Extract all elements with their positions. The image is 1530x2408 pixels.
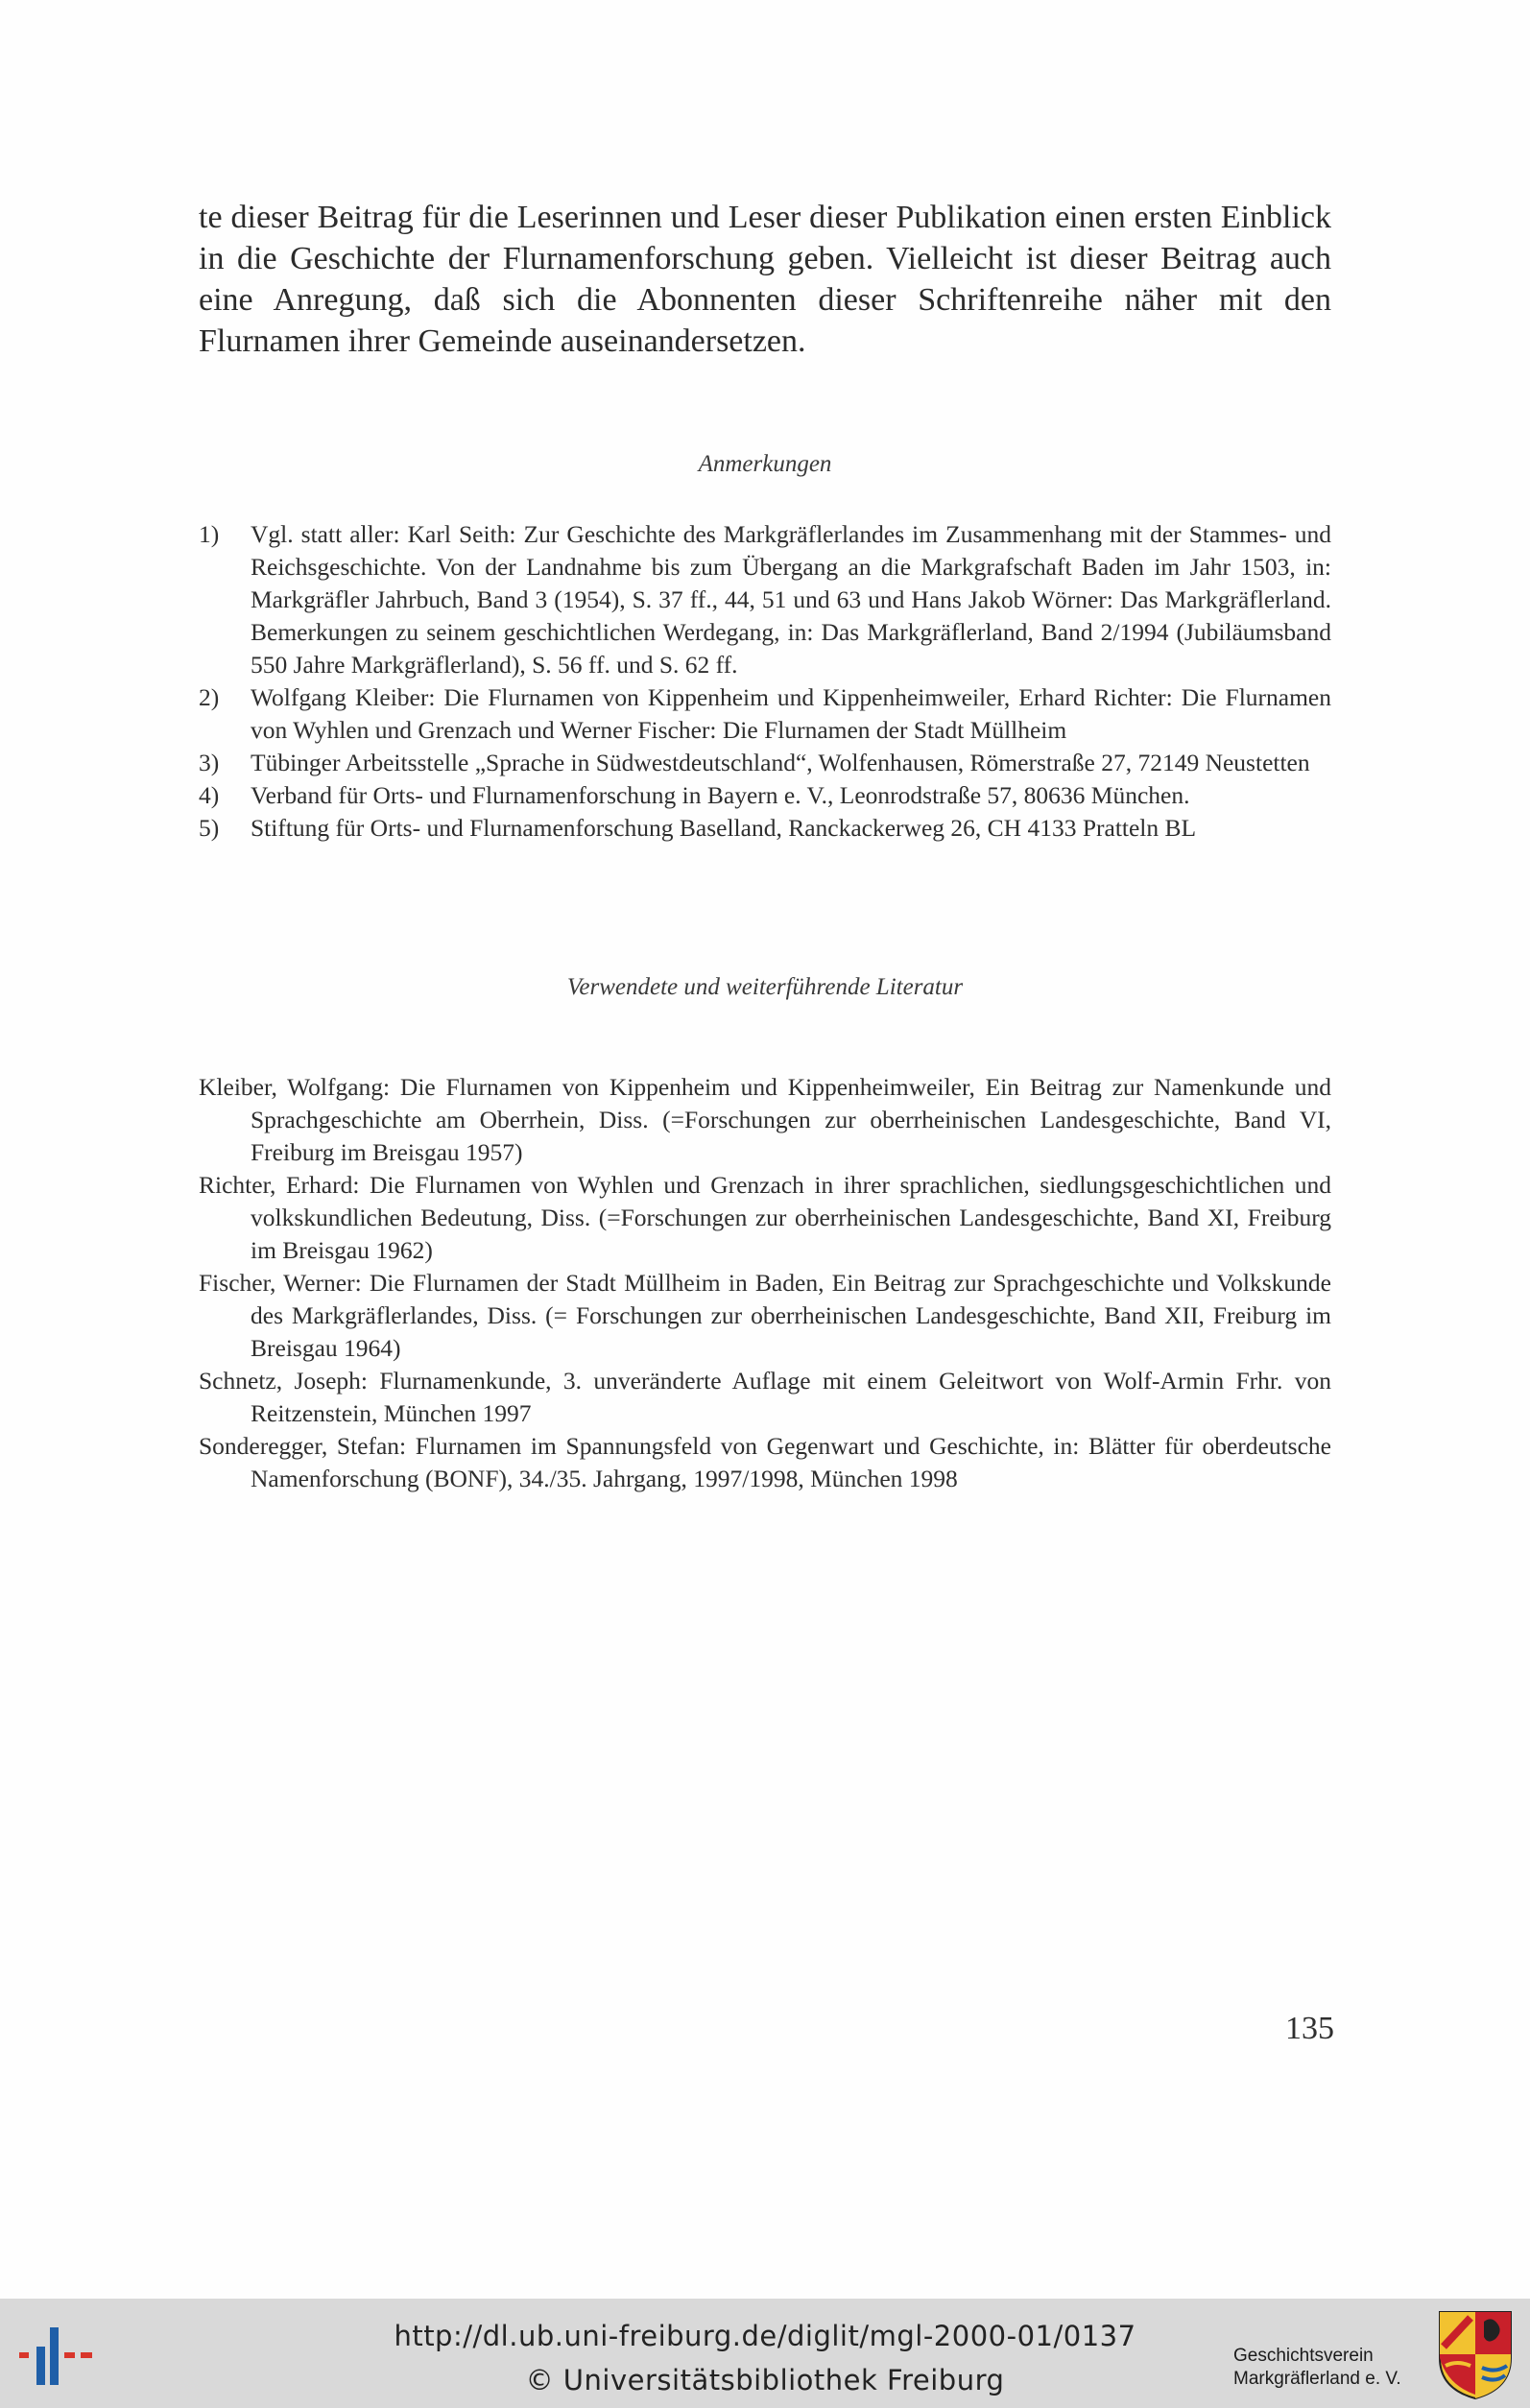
note-text: Verband für Orts- und Flurnamenforschung in Bayern e. V., Leonrodstraße 57, 80636 München. [251, 781, 1190, 809]
note-text: Wolfgang Kleiber: Die Flurnamen von Kippenheim und Kippenheimweiler, Erhard Richter: Die Flurnamen von Wyhlen und Grenzach und Werner Fischer: Die Flurnamen der Stadt Müllheim [251, 683, 1331, 744]
footer-url-link[interactable]: http://dl.ub.uni-freiburg.de/diglit/mgl-2000-01/0137 [394, 2320, 1136, 2352]
literature-entry: Kleiber, Wolfgang: Die Flurnamen von Kippenheim und Kippenheimweiler, Ein Beitrag zur Namenkunde und Sprachgeschichte am Oberrhein, Diss. (=Forschungen zur oberrheinischen Landesgeschichte, Band VI, Freiburg im Breisgau 1957) [199, 1073, 1331, 1166]
literature-entry: Richter, Erhard: Die Flurnamen von Wyhlen und Grenzach in ihrer sprachlichen, siedlungsgeschichtlichen und volkskundlichen Bedeutung, Diss. (=Forschungen zur oberrheinischen Landesgeschichte, Band XI, Freiburg im Breisgau 1962) [199, 1171, 1331, 1264]
literature-entry: Fischer, Werner: Die Flurnamen der Stadt Müllheim in Baden, Ein Beitrag zur Sprachgeschichte und Volkskunde des Markgräflerlandes, Diss. (= Forschungen zur oberrheinischen Landesgeschichte, Band XII, Freiburg im Breisgau 1964) [199, 1269, 1331, 1362]
notes-list [199, 518, 1331, 845]
literature-list [199, 1071, 1331, 1495]
society-name [1233, 2345, 1445, 2391]
intro-paragraph: te dieser Beitrag für die Leserinnen und Leser dieser Publikation einen ersten Einblick in die Geschichte der Flurnamenforschung geben. Vielleicht ist dieser Beitrag auch eine Anregung, daß sich die Abonnenten dieser Schriftenreihe näher mit den Flurnamen ihrer Gemeinde auseinandersetzen. [199, 200, 1331, 359]
note-number: 4) [199, 781, 220, 809]
note-item [199, 681, 1331, 747]
literature-entry: Sonderegger, Stefan: Flurnamen im Spannungsfeld von Gegenwart und Geschichte, in: Blätter für oberdeutsche Namenforschung (BONF), 34./35. Jahrgang, 1997/1998, München 1998 [199, 1432, 1331, 1492]
note-text: Vgl. statt aller: Karl Seith: Zur Geschichte des Markgräflerlandes im Zusammenhang mit der Stammes- und Reichsgeschichte. Von der Landnahme bis zum Übergang an die Markgrafschaft Baden im Jahr 1503, in: Markgräfler Jahrbuch, Band 3 (1954), S. 37 ff., 44, 51 und 63 und Hans Jakob Wörner: Das Markgräflerland. Bemerkungen zu seinem geschichtlichen Werdegang, in: Das Markgräflerland, Band 2/1994 (Jubiläumsband 550 Jahre Markgräflerland), S. 56 ff. und S. 62 ff. [251, 520, 1331, 679]
footer-copyright: © Universitätsbibliothek Freiburg [525, 2364, 1005, 2396]
society-line-2: Markgräflerland e. V. [1233, 2369, 1401, 2389]
note-item [199, 747, 1331, 779]
page-number: 135 [1285, 2011, 1334, 2046]
note-item [199, 779, 1331, 812]
literature-entry: Schnetz, Joseph: Flurnamenkunde, 3. unveränderte Auflage mit einem Geleitwort von Wolf-Armin Frhr. von Reitzenstein, München 1997 [199, 1367, 1331, 1427]
coat-of-arms-icon [1436, 2308, 1515, 2400]
note-number: 2) [199, 683, 220, 711]
note-item [199, 812, 1331, 845]
note-text: Stiftung für Orts- und Flurnamenforschung Baselland, Ranckackerweg 26, CH 4133 Pratteln BL [251, 814, 1197, 842]
note-text: Tübinger Arbeitsstelle „Sprache in Südwestdeutschland“, Wolfenhausen, Römerstraße 27, 72149 Neustetten [251, 749, 1310, 776]
note-number: 3) [199, 749, 220, 776]
note-item [199, 518, 1331, 681]
footer-bar [0, 2299, 1530, 2408]
notes-heading: Anmerkungen [698, 451, 832, 477]
society-line-1: Geschichtsverein [1233, 2346, 1374, 2366]
note-number: 5) [199, 814, 220, 842]
note-number: 1) [199, 520, 220, 548]
literature-heading: Verwendete und weiterführende Literatur [566, 974, 964, 1000]
